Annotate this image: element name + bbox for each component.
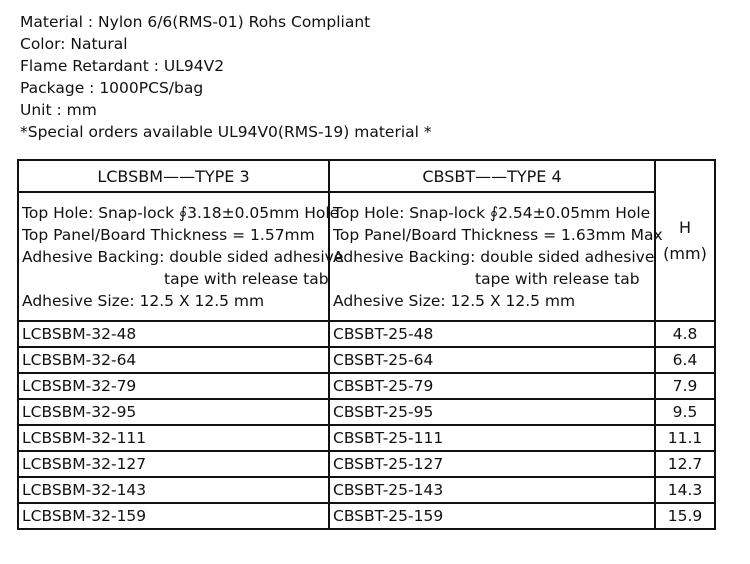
type4-header: CBSBT——TYPE 4 xyxy=(329,160,655,192)
height-value: 15.9 xyxy=(655,503,715,529)
table-description-row xyxy=(18,192,715,321)
height-value: 9.5 xyxy=(655,399,715,425)
type3-adhesive-size: Adhesive Size: 12.5 X 12.5 mm xyxy=(22,291,265,310)
type4-part-number: CBSBT-25-143 xyxy=(329,477,655,503)
type4-description xyxy=(329,192,663,321)
table-row xyxy=(18,321,715,347)
table-row xyxy=(18,503,715,529)
table-row xyxy=(18,373,715,399)
type4-adhesive-size: Adhesive Size: 12.5 X 12.5 mm xyxy=(333,291,576,310)
table-row xyxy=(18,399,715,425)
type3-adhesive-backing-cont: tape with release tab xyxy=(164,269,329,288)
type4-part-number: CBSBT-25-159 xyxy=(329,503,655,529)
type3-description xyxy=(18,192,344,321)
type3-part-number: LCBSBM-32-79 xyxy=(18,373,329,399)
table-row xyxy=(18,425,715,451)
height-value: 14.3 xyxy=(655,477,715,503)
type4-part-number: CBSBT-25-127 xyxy=(329,451,655,477)
type4-adhesive-backing: Adhesive Backing: double sided adhesive xyxy=(333,247,655,266)
type3-part-number: LCBSBM-32-143 xyxy=(18,477,329,503)
type3-part-number: LCBSBM-32-159 xyxy=(18,503,329,529)
type3-adhesive-backing: Adhesive Backing: double sided adhesive xyxy=(22,247,344,266)
type3-part-number: LCBSBM-32-111 xyxy=(18,425,329,451)
spec-list xyxy=(20,11,432,143)
height-value: 6.4 xyxy=(655,347,715,373)
height-value: 4.8 xyxy=(655,321,715,347)
table-header-row xyxy=(18,160,715,192)
height-value: 11.1 xyxy=(655,425,715,451)
table-row xyxy=(18,347,715,373)
type4-part-number: CBSBT-25-64 xyxy=(329,347,655,373)
spec-material: Material : Nylon 6/6(RMS-01) Rohs Compliant xyxy=(20,13,371,31)
height-value: 12.7 xyxy=(655,451,715,477)
type4-adhesive-backing-cont: tape with release tab xyxy=(475,269,640,288)
type3-header: LCBSBM——TYPE 3 xyxy=(18,160,329,192)
type3-panel-thickness: Top Panel/Board Thickness = 1.57mm xyxy=(22,225,315,244)
spec-table xyxy=(17,159,716,530)
height-header-unit: (mm) xyxy=(663,243,707,263)
type4-top-hole: Top Hole: Snap-lock ∮2.54±0.05mm Hole xyxy=(333,203,651,222)
spec-flame-retardant: Flame Retardant : UL94V2 xyxy=(20,57,225,75)
spec-special-order-note: *Special orders available UL94V0(RMS-19) material * xyxy=(20,123,432,141)
type4-part-number: CBSBT-25-111 xyxy=(329,425,655,451)
height-header-label: H xyxy=(678,217,692,237)
type4-panel-thickness: Top Panel/Board Thickness = 1.63mm Max xyxy=(333,225,663,244)
type3-part-number: LCBSBM-32-95 xyxy=(18,399,329,425)
spec-package: Package : 1000PCS/bag xyxy=(20,79,204,97)
height-header xyxy=(655,160,715,321)
height-value: 7.9 xyxy=(655,373,715,399)
table-row xyxy=(18,477,715,503)
type3-part-number: LCBSBM-32-127 xyxy=(18,451,329,477)
type4-part-number: CBSBT-25-79 xyxy=(329,373,655,399)
type4-part-number: CBSBT-25-95 xyxy=(329,399,655,425)
table-row xyxy=(18,451,715,477)
type4-part-number: CBSBT-25-48 xyxy=(329,321,655,347)
spec-unit: Unit : mm xyxy=(20,101,97,119)
spec-color: Color: Natural xyxy=(20,35,128,53)
type3-part-number: LCBSBM-32-48 xyxy=(18,321,329,347)
type3-part-number: LCBSBM-32-64 xyxy=(18,347,329,373)
type3-top-hole: Top Hole: Snap-lock ∮3.18±0.05mm Hole xyxy=(22,203,340,222)
